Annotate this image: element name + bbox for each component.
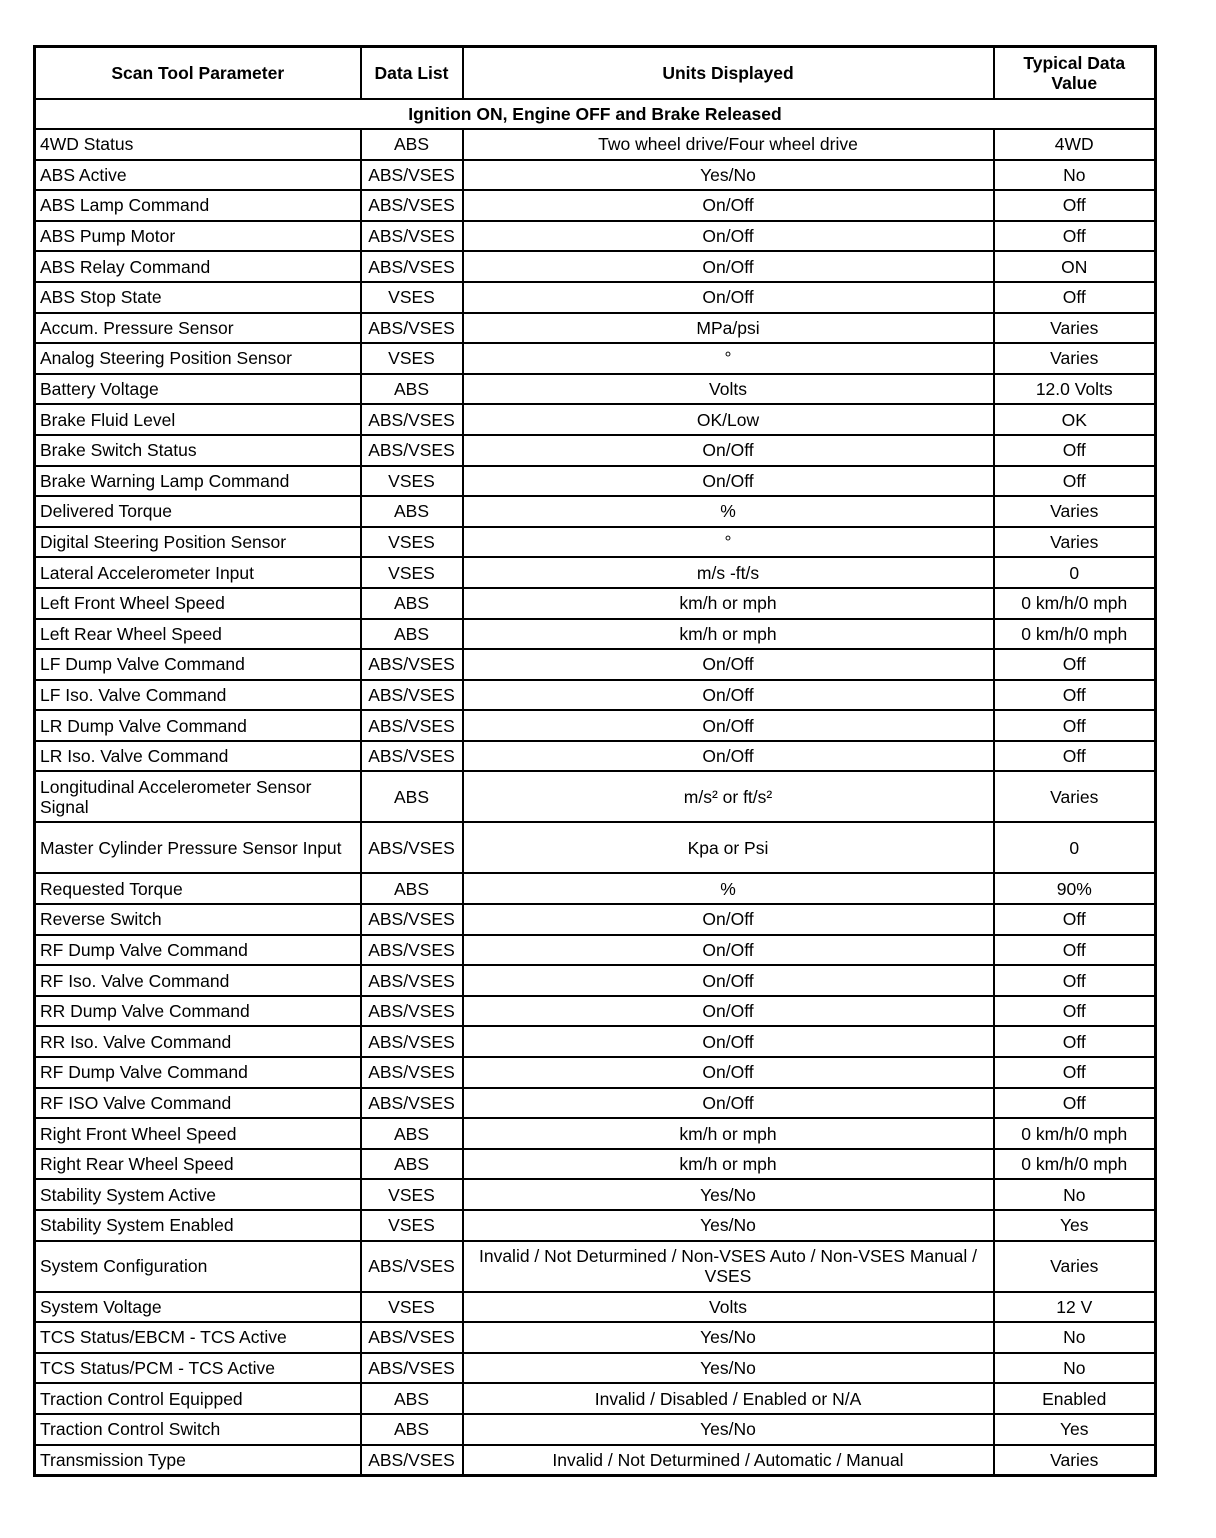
cell-units-displayed: On/Off [463, 649, 994, 680]
cell-units-displayed: Invalid / Disabled / Enabled or N/A [463, 1383, 994, 1414]
cell-units-displayed: Yes/No [463, 1353, 994, 1384]
cell-data-list: ABS [361, 496, 463, 527]
cell-typical-data-value: Off [994, 680, 1156, 711]
table-row [35, 965, 1156, 996]
cell-scan-tool-parameter: Transmission Type [35, 1445, 361, 1476]
cell-data-list: VSES [361, 1292, 463, 1323]
table-row [35, 741, 1156, 772]
cell-units-displayed: On/Off [463, 282, 994, 313]
cell-units-displayed: On/Off [463, 680, 994, 711]
cell-data-list: ABS [361, 1414, 463, 1445]
cell-scan-tool-parameter: Left Front Wheel Speed [35, 588, 361, 619]
cell-scan-tool-parameter: 4WD Status [35, 129, 361, 160]
cell-units-displayed: Volts [463, 374, 994, 405]
table-row [35, 996, 1156, 1027]
cell-data-list: ABS/VSES [361, 1241, 463, 1292]
cell-units-displayed: m/s -ft/s [463, 557, 994, 588]
cell-units-displayed: Volts [463, 1292, 994, 1323]
cell-scan-tool-parameter: Stability System Enabled [35, 1210, 361, 1241]
table-row [35, 466, 1156, 497]
table-row [35, 1210, 1156, 1241]
cell-typical-data-value: 0 km/h/0 mph [994, 588, 1156, 619]
table-row [35, 649, 1156, 680]
cell-typical-data-value: Off [994, 965, 1156, 996]
cell-data-list: VSES [361, 1179, 463, 1210]
cell-units-displayed: km/h or mph [463, 1118, 994, 1149]
cell-data-list: VSES [361, 282, 463, 313]
cell-units-displayed: km/h or mph [463, 588, 994, 619]
cell-data-list: ABS [361, 1149, 463, 1180]
cell-units-displayed: On/Off [463, 1026, 994, 1057]
table-row [35, 557, 1156, 588]
cell-scan-tool-parameter: RF ISO Valve Command [35, 1088, 361, 1119]
section-title: Ignition ON, Engine OFF and Brake Released [35, 99, 1156, 129]
table-row [35, 374, 1156, 405]
cell-units-displayed: km/h or mph [463, 1149, 994, 1180]
cell-data-list: ABS/VSES [361, 404, 463, 435]
section-header-row [35, 99, 1156, 129]
cell-typical-data-value: Off [994, 435, 1156, 466]
cell-typical-data-value: OK [994, 404, 1156, 435]
cell-scan-tool-parameter: RR Iso. Valve Command [35, 1026, 361, 1057]
cell-data-list: VSES [361, 527, 463, 558]
cell-typical-data-value: Off [994, 935, 1156, 966]
table-row [35, 680, 1156, 711]
cell-typical-data-value: Off [994, 221, 1156, 252]
cell-scan-tool-parameter: LF Iso. Valve Command [35, 680, 361, 711]
cell-data-list: ABS/VSES [361, 1026, 463, 1057]
cell-typical-data-value: Off [994, 190, 1156, 221]
cell-data-list: ABS/VSES [361, 649, 463, 680]
cell-typical-data-value: ON [994, 251, 1156, 282]
cell-units-displayed: km/h or mph [463, 619, 994, 650]
table-row [35, 496, 1156, 527]
cell-units-displayed: On/Off [463, 741, 994, 772]
table-row [35, 404, 1156, 435]
cell-data-list: VSES [361, 343, 463, 374]
cell-scan-tool-parameter: Brake Switch Status [35, 435, 361, 466]
table-row [35, 873, 1156, 904]
cell-typical-data-value: Off [994, 710, 1156, 741]
cell-units-displayed: Yes/No [463, 160, 994, 191]
cell-units-displayed: MPa/psi [463, 313, 994, 344]
cell-data-list: VSES [361, 557, 463, 588]
cell-scan-tool-parameter: ABS Active [35, 160, 361, 191]
cell-data-list: ABS/VSES [361, 822, 463, 873]
table-row [35, 771, 1156, 822]
table-row [35, 1292, 1156, 1323]
cell-data-list: ABS/VSES [361, 313, 463, 344]
cell-units-displayed: Yes/No [463, 1179, 994, 1210]
cell-scan-tool-parameter: Brake Warning Lamp Command [35, 466, 361, 497]
cell-typical-data-value: Off [994, 904, 1156, 935]
cell-data-list: ABS/VSES [361, 1353, 463, 1384]
cell-data-list: ABS/VSES [361, 1057, 463, 1088]
cell-data-list: ABS [361, 588, 463, 619]
cell-scan-tool-parameter: TCS Status/EBCM - TCS Active [35, 1322, 361, 1353]
cell-data-list: ABS/VSES [361, 1445, 463, 1476]
cell-typical-data-value: Yes [994, 1414, 1156, 1445]
cell-scan-tool-parameter: System Configuration [35, 1241, 361, 1292]
cell-units-displayed: On/Off [463, 251, 994, 282]
table-row [35, 129, 1156, 160]
cell-scan-tool-parameter: Battery Voltage [35, 374, 361, 405]
cell-typical-data-value: Off [994, 996, 1156, 1027]
cell-typical-data-value: Off [994, 1057, 1156, 1088]
cell-scan-tool-parameter: RF Dump Valve Command [35, 1057, 361, 1088]
cell-units-displayed: OK/Low [463, 404, 994, 435]
cell-units-displayed: Yes/No [463, 1210, 994, 1241]
cell-units-displayed: Yes/No [463, 1322, 994, 1353]
cell-data-list: ABS [361, 129, 463, 160]
cell-units-displayed: On/Off [463, 904, 994, 935]
cell-scan-tool-parameter: Master Cylinder Pressure Sensor Input [35, 822, 361, 873]
cell-scan-tool-parameter: Accum. Pressure Sensor [35, 313, 361, 344]
cell-typical-data-value: Varies [994, 343, 1156, 374]
cell-scan-tool-parameter: Reverse Switch [35, 904, 361, 935]
table-row [35, 251, 1156, 282]
cell-data-list: ABS/VSES [361, 1322, 463, 1353]
cell-units-displayed: m/s² or ft/s² [463, 771, 994, 822]
cell-scan-tool-parameter: Traction Control Switch [35, 1414, 361, 1445]
cell-units-displayed: % [463, 873, 994, 904]
table-header-row [35, 47, 1156, 100]
cell-scan-tool-parameter: ABS Stop State [35, 282, 361, 313]
cell-scan-tool-parameter: TCS Status/PCM - TCS Active [35, 1353, 361, 1384]
cell-data-list: ABS/VSES [361, 160, 463, 191]
cell-scan-tool-parameter: LR Iso. Valve Command [35, 741, 361, 772]
cell-units-displayed: On/Off [463, 221, 994, 252]
cell-scan-tool-parameter: Brake Fluid Level [35, 404, 361, 435]
cell-typical-data-value: Varies [994, 1445, 1156, 1476]
table-row [35, 588, 1156, 619]
table-row [35, 527, 1156, 558]
cell-scan-tool-parameter: ABS Relay Command [35, 251, 361, 282]
cell-scan-tool-parameter: Left Rear Wheel Speed [35, 619, 361, 650]
cell-scan-tool-parameter: LR Dump Valve Command [35, 710, 361, 741]
cell-scan-tool-parameter: ABS Lamp Command [35, 190, 361, 221]
table-row [35, 1026, 1156, 1057]
cell-data-list: ABS [361, 619, 463, 650]
table-row [35, 343, 1156, 374]
cell-units-displayed: On/Off [463, 190, 994, 221]
cell-units-displayed: Yes/No [463, 1414, 994, 1445]
cell-scan-tool-parameter: Requested Torque [35, 873, 361, 904]
cell-data-list: ABS/VSES [361, 965, 463, 996]
header-typical-data-value: Typical Data Value [994, 47, 1156, 100]
table-body [35, 129, 1156, 1475]
cell-data-list: ABS/VSES [361, 680, 463, 711]
table-row [35, 282, 1156, 313]
table-row [35, 435, 1156, 466]
cell-units-displayed: On/Off [463, 1057, 994, 1088]
cell-typical-data-value: No [994, 1322, 1156, 1353]
cell-typical-data-value: Varies [994, 771, 1156, 822]
cell-scan-tool-parameter: RF Iso. Valve Command [35, 965, 361, 996]
cell-typical-data-value: 0 km/h/0 mph [994, 1149, 1156, 1180]
cell-data-list: ABS/VSES [361, 190, 463, 221]
cell-data-list: VSES [361, 466, 463, 497]
table-row [35, 822, 1156, 873]
table-row [35, 313, 1156, 344]
table-row [35, 1241, 1156, 1292]
cell-typical-data-value: No [994, 1353, 1156, 1384]
cell-typical-data-value: Off [994, 1088, 1156, 1119]
table-row [35, 1088, 1156, 1119]
cell-units-displayed: On/Off [463, 935, 994, 966]
table-row [35, 160, 1156, 191]
cell-data-list: ABS/VSES [361, 1088, 463, 1119]
cell-typical-data-value: Varies [994, 1241, 1156, 1292]
table-row [35, 1118, 1156, 1149]
header-units-displayed: Units Displayed [463, 47, 994, 100]
cell-units-displayed: On/Off [463, 466, 994, 497]
cell-units-displayed: On/Off [463, 996, 994, 1027]
cell-data-list: ABS/VSES [361, 996, 463, 1027]
cell-units-displayed: On/Off [463, 1088, 994, 1119]
cell-data-list: ABS [361, 1383, 463, 1414]
cell-typical-data-value: Off [994, 466, 1156, 497]
cell-units-displayed: On/Off [463, 710, 994, 741]
cell-data-list: ABS/VSES [361, 221, 463, 252]
table-row [35, 1445, 1156, 1476]
table-row [35, 1149, 1156, 1180]
cell-typical-data-value: 12 V [994, 1292, 1156, 1323]
cell-scan-tool-parameter: RF Dump Valve Command [35, 935, 361, 966]
cell-units-displayed: Kpa or Psi [463, 822, 994, 873]
cell-typical-data-value: Enabled [994, 1383, 1156, 1414]
cell-units-displayed: Invalid / Not Deturmined / Non-VSES Auto / Non-VSES Manual / VSES [463, 1241, 994, 1292]
table-row [35, 935, 1156, 966]
header-data-list: Data List [361, 47, 463, 100]
table-row [35, 619, 1156, 650]
table-row [35, 1179, 1156, 1210]
cell-scan-tool-parameter: Right Rear Wheel Speed [35, 1149, 361, 1180]
cell-data-list: ABS [361, 771, 463, 822]
cell-scan-tool-parameter: Analog Steering Position Sensor [35, 343, 361, 374]
cell-scan-tool-parameter: Longitudinal Accelerometer Sensor Signal [35, 771, 361, 822]
cell-units-displayed: ° [463, 527, 994, 558]
cell-data-list: ABS/VSES [361, 710, 463, 741]
table-row [35, 1414, 1156, 1445]
cell-data-list: VSES [361, 1210, 463, 1241]
cell-typical-data-value: Off [994, 741, 1156, 772]
cell-data-list: ABS/VSES [361, 935, 463, 966]
cell-scan-tool-parameter: Right Front Wheel Speed [35, 1118, 361, 1149]
table-row [35, 1057, 1156, 1088]
cell-scan-tool-parameter: Digital Steering Position Sensor [35, 527, 361, 558]
cell-typical-data-value: 90% [994, 873, 1156, 904]
cell-typical-data-value: 0 [994, 557, 1156, 588]
cell-scan-tool-parameter: System Voltage [35, 1292, 361, 1323]
cell-scan-tool-parameter: Lateral Accelerometer Input [35, 557, 361, 588]
cell-units-displayed: On/Off [463, 435, 994, 466]
cell-typical-data-value: Varies [994, 527, 1156, 558]
cell-typical-data-value: Varies [994, 313, 1156, 344]
cell-scan-tool-parameter: Stability System Active [35, 1179, 361, 1210]
header-scan-tool-parameter: Scan Tool Parameter [35, 47, 361, 100]
table-row [35, 1322, 1156, 1353]
cell-scan-tool-parameter: RR Dump Valve Command [35, 996, 361, 1027]
cell-data-list: ABS [361, 1118, 463, 1149]
cell-typical-data-value: Off [994, 649, 1156, 680]
cell-typical-data-value: 12.0 Volts [994, 374, 1156, 405]
cell-units-displayed: % [463, 496, 994, 527]
cell-typical-data-value: Varies [994, 496, 1156, 527]
cell-typical-data-value: No [994, 1179, 1156, 1210]
table-row [35, 1383, 1156, 1414]
cell-typical-data-value: 0 [994, 822, 1156, 873]
cell-typical-data-value: 0 km/h/0 mph [994, 619, 1156, 650]
cell-scan-tool-parameter: Traction Control Equipped [35, 1383, 361, 1414]
cell-typical-data-value: Yes [994, 1210, 1156, 1241]
table-row [35, 1353, 1156, 1384]
cell-data-list: ABS/VSES [361, 904, 463, 935]
cell-data-list: ABS [361, 873, 463, 904]
cell-units-displayed: On/Off [463, 965, 994, 996]
cell-scan-tool-parameter: LF Dump Valve Command [35, 649, 361, 680]
cell-scan-tool-parameter: ABS Pump Motor [35, 221, 361, 252]
cell-typical-data-value: Off [994, 1026, 1156, 1057]
table-row [35, 710, 1156, 741]
cell-scan-tool-parameter: Delivered Torque [35, 496, 361, 527]
cell-units-displayed: Two wheel drive/Four wheel drive [463, 129, 994, 160]
cell-data-list: ABS/VSES [361, 435, 463, 466]
cell-typical-data-value: 0 km/h/0 mph [994, 1118, 1156, 1149]
cell-units-displayed: ° [463, 343, 994, 374]
cell-data-list: ABS [361, 374, 463, 405]
cell-typical-data-value: 4WD [994, 129, 1156, 160]
table-row [35, 221, 1156, 252]
cell-data-list: ABS/VSES [361, 251, 463, 282]
table-row [35, 904, 1156, 935]
cell-typical-data-value: No [994, 160, 1156, 191]
scan-tool-data-table [33, 45, 1157, 1477]
cell-data-list: ABS/VSES [361, 741, 463, 772]
table-row [35, 190, 1156, 221]
cell-units-displayed: Invalid / Not Deturmined / Automatic / Manual [463, 1445, 994, 1476]
cell-typical-data-value: Off [994, 282, 1156, 313]
